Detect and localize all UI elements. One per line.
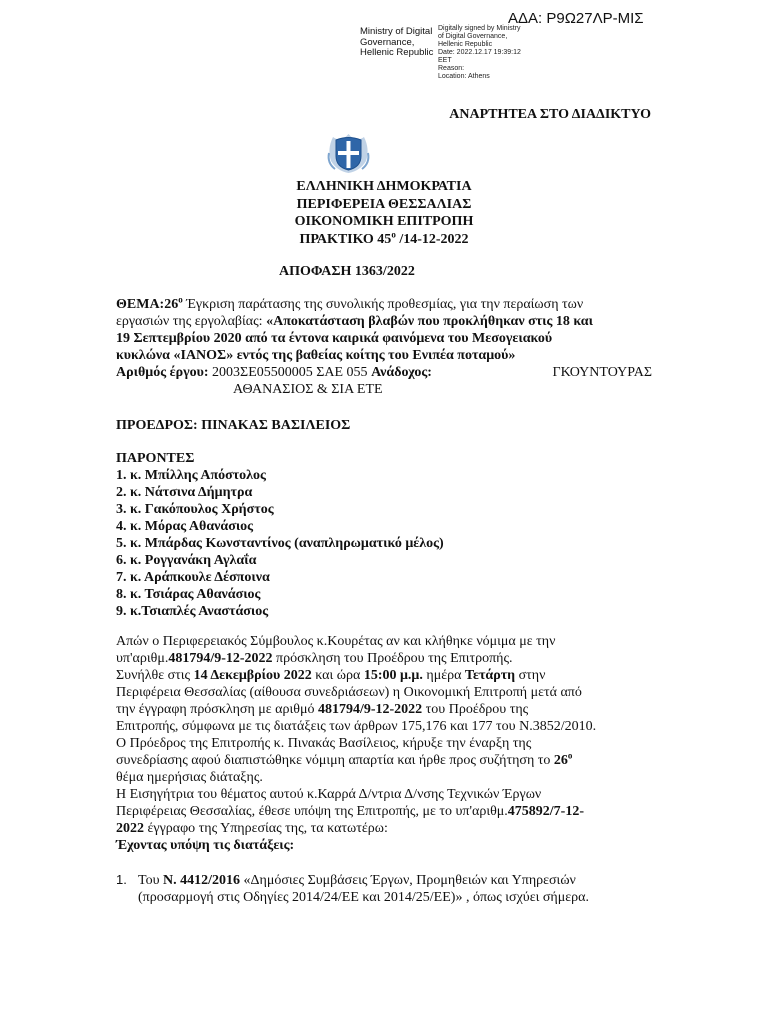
body-text: στην <box>515 668 546 683</box>
body-text: πρόσκληση του Προέδρου της Επιτροπής. <box>272 651 513 666</box>
provisions-heading: Έχοντας υπόψη τις διατάξεις: <box>116 838 295 853</box>
subject-text: εργασιών της εργολαβίας: <box>116 314 267 329</box>
ordinal-sup: ο <box>567 750 573 761</box>
body-text: την έγγραφη πρόσκληση με αριθμό <box>116 702 318 717</box>
signature-detail: of Digital Governance, <box>438 33 508 40</box>
present-title: ΠΑΡΟΝΤΕΣ <box>116 451 195 466</box>
provision-item <box>116 871 652 906</box>
body-text: συνεδρίασης αφού διαπιστώθηκε νόμιμη απαρτία και ήρθε προς συζήτηση το <box>116 753 554 768</box>
subject-line <box>116 313 652 330</box>
members-list <box>116 467 444 620</box>
header-minutes-line <box>0 228 768 249</box>
item-number: 1. <box>116 872 127 887</box>
minutes-date: /14-12-2022 <box>395 231 469 247</box>
chairman: ΠΡΟΕΔΡΟΣ: ΠΙΝΑΚΑΣ ΒΑΣΙΛΕΙΟΣ <box>116 418 351 433</box>
project-number-label: Αριθμός έργου: <box>116 365 209 380</box>
body-text: και ώρα <box>311 668 364 683</box>
body-line <box>116 803 652 820</box>
member-item: 1. κ. Μπίλλης Απόστολος <box>116 468 266 483</box>
signature-detail: Reason: <box>438 65 465 72</box>
digital-signature-signer <box>360 27 433 59</box>
body-line <box>116 752 652 769</box>
decision-number: ΑΠΟΦΑΣΗ 1363/2022 <box>279 264 415 279</box>
subject-line <box>116 296 652 313</box>
body-line: Επιτροπής, σύμφωνα με τις διατάξεις των άρθρων 175,176 και 177 του Ν.3852/2010. <box>116 719 597 734</box>
contractor-label: Ανάδοχος: <box>371 365 432 380</box>
ordinal-sup: ο <box>391 228 396 239</box>
signer-line: Hellenic Republic <box>360 47 434 58</box>
header-line: ΟΙΚΟΝΟΜΙΚΗ ΕΠΙΤΡΟΠΗ <box>294 214 474 229</box>
body-line: Ο Πρόεδρος της Επιτροπής κ. Πινακάς Βασίλειος, κήρυξε την έναρξη της <box>116 736 532 751</box>
meeting-date: 14 Δεκεμβρίου 2022 <box>193 668 312 683</box>
document-number: 2022 <box>116 821 144 836</box>
header-line: ΕΛΛΗΝΙΚΗ ΔΗΜΟΚΡΑΤΙΑ <box>296 179 472 194</box>
meeting-time: 15:00 μ.μ. <box>363 668 423 683</box>
ordinal-sup: ο <box>178 294 183 305</box>
body-line <box>116 667 652 684</box>
header-line: ΠΕΡΙΦΕΡΕΙΑ ΘΕΣΣΑΛΙΑΣ <box>296 196 472 212</box>
member-item: 8. κ. Τσιάρας Αθανάσιος <box>116 587 261 602</box>
signature-detail: Hellenic Republic <box>438 41 493 48</box>
body-text: Του <box>138 873 164 888</box>
member-item: 6. κ. Ρογγανάκη Αγλαΐα <box>116 553 257 568</box>
subject-block <box>116 296 652 398</box>
subject-label: ΘΕΜΑ:26 <box>116 297 179 312</box>
body-line: Περιφέρεια Θεσσαλίας (αίθουσα συνεδριάσεων) η Οικονομική Επιτροπή μετά από <box>116 685 582 700</box>
member-item: 7. κ. Αράπκουλε Δέσποινα <box>116 570 270 585</box>
project-title-line: 19 Σεπτεμβρίου 2020 από τα έντονα καιρικά φαινόμενα του Μεσογειακού <box>116 331 553 346</box>
invitation-number: 481794/9-12-2022 <box>168 651 273 666</box>
body-text: Συνήλθε στις <box>116 668 194 683</box>
document-number: 475892/7-12- <box>507 804 585 819</box>
member-item: 9. κ.Τσιαπλές Αναστάσιος <box>116 604 269 619</box>
digital-signature-details <box>438 25 521 81</box>
body-line <box>116 701 652 718</box>
body-text: «Δημόσιες Συμβάσεις Έργων, Προμηθειών και Υπηρεσιών <box>240 873 576 888</box>
provision-line: (προσαρμογή στις Οδηγίες 2014/24/ΕΕ και 2014/25/ΕΕ)» , όπως ισχύει σήμερα. <box>138 890 589 905</box>
invitation-number: 481794/9-12-2022 <box>317 702 423 717</box>
member-item: 2. κ. Νάτσινα Δήμητρα <box>116 485 253 500</box>
ada-number: ΑΔΑ: Ρ9Ω27ΛΡ-ΜΙΣ <box>508 10 644 27</box>
member-item: 3. κ. Γακόπουλος Χρήστος <box>116 502 274 517</box>
body-line <box>116 650 652 667</box>
provision-line <box>116 871 652 889</box>
posting-note: ΑΝΑΡΤΗΤΕΑ ΣΤΟ ΔΙΑΔΙΚΤΥΟ <box>449 107 651 122</box>
member-item: 5. κ. Μπάρδας Κωνσταντίνος (αναπληρωματικό μέλος) <box>116 536 444 551</box>
body-line: Η Εισηγήτρια του θέματος αυτού κ.Καρρά Δ/ντρια Δ/νσης Τεχνικών Έργων <box>116 787 542 802</box>
project-title: «Αποκατάσταση βλαβών που προκλήθηκαν στις 18 και <box>266 314 593 329</box>
subject-text: Έγκριση παράτασης της συνολικής προθεσμίας, για την περαίωση των <box>182 297 584 312</box>
body-text: υπ'αριθμ. <box>116 651 169 666</box>
topic-number: 26 <box>553 753 568 768</box>
body-text: Περιφέρειας Θεσσαλίας, έθεσε υπόψη της Επιτροπής, με το υπ'αριθμ. <box>116 804 508 819</box>
body-text: έγγραφο της Υπηρεσίας της, τα κατωτέρω: <box>144 821 388 836</box>
body-line <box>116 820 652 837</box>
body-text: του Προέδρου της <box>422 702 529 717</box>
signature-detail: EET <box>438 57 452 64</box>
minutes-number: ΠΡΑΚΤΙΚΟ 45 <box>299 231 392 247</box>
member-item: 4. κ. Μόρας Αθανάσιος <box>116 519 254 534</box>
body-text: ημέρα <box>422 668 465 683</box>
project-number: 2003ΣΕ05500005 ΣΑΕ 055 <box>208 365 372 380</box>
body-line: Απών ο Περιφερειακός Σύμβουλος κ.Κουρέτας αν και κλήθηκε νόμιμα με την <box>116 634 556 649</box>
contractor-name: ΓΚΟΥΝΤΟΥΡΑΣ <box>552 365 652 380</box>
signature-detail: Location: Athens <box>438 73 490 80</box>
minutes-body <box>116 633 652 854</box>
greek-coat-of-arms-icon <box>323 131 374 175</box>
project-title-line: κυκλώνα «ΙΑΝΟΣ» εντός της βαθείας κοίτης του Ενιπέα ποταμού» <box>116 348 516 363</box>
signer-line: Ministry of Digital <box>360 26 433 37</box>
signer-line: Governance, <box>360 36 415 48</box>
document-header <box>0 178 768 248</box>
signature-detail: Date: 2022.12.17 19:39:12 <box>438 49 521 56</box>
signature-detail: Digitally signed by Ministry <box>438 25 521 32</box>
project-info-line <box>116 364 652 381</box>
law-number: Ν. 4412/2016 <box>163 873 241 888</box>
meeting-day: Τετάρτη <box>464 668 516 683</box>
body-line: θέμα ημερήσιας διάταξης. <box>116 770 263 785</box>
contractor-name: ΑΘΑΝΑΣΙΟΣ & ΣΙΑ ΕΤΕ <box>233 382 383 397</box>
